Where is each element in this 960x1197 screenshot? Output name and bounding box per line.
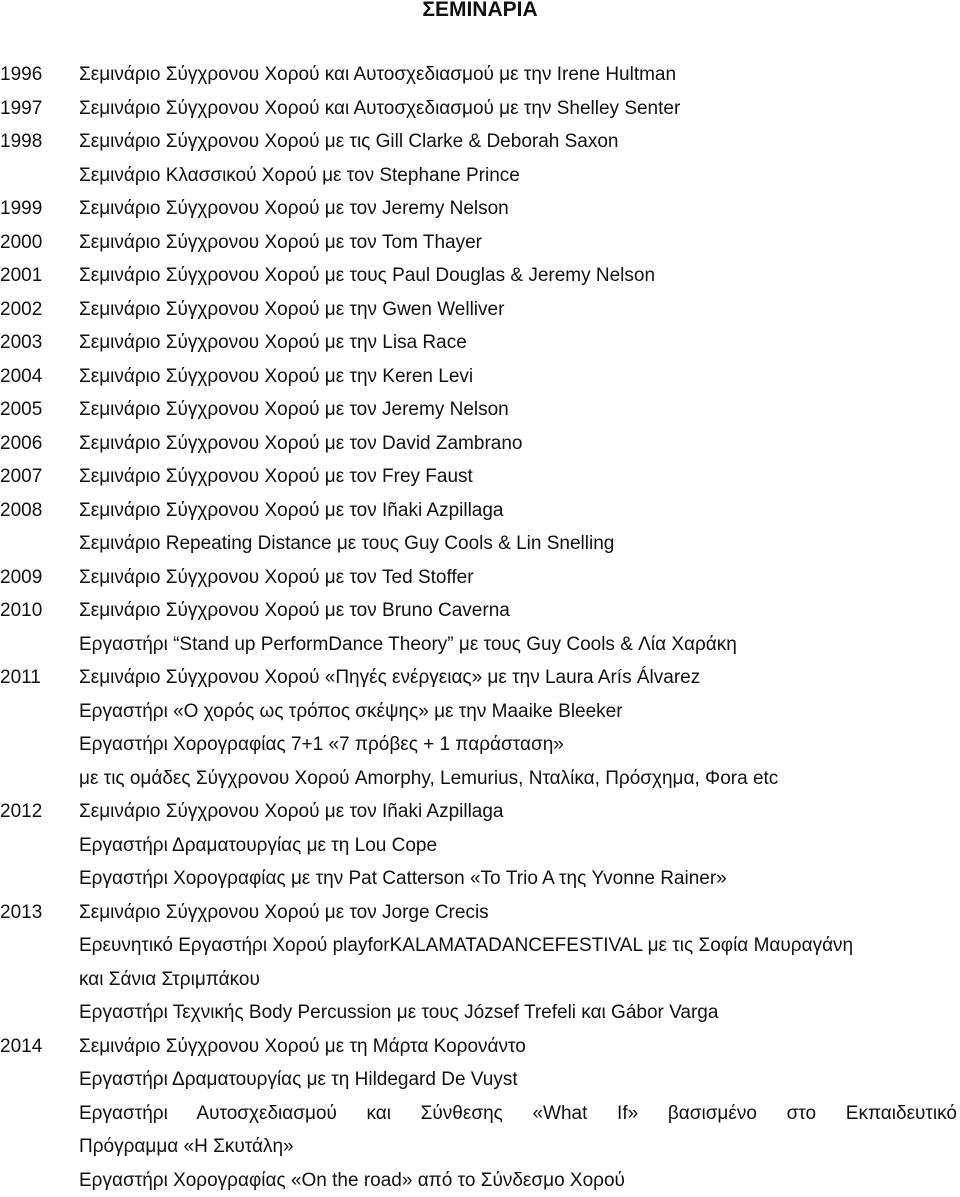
list-item [0, 963, 960, 997]
list-item [0, 929, 960, 963]
seminar-text: Σεμινάριο Σύγχρονου Χορού με τον Jeremy Nelson [79, 192, 509, 226]
year-label: 2004 [0, 360, 42, 394]
seminar-text: Πρόγραμμα «Η Σκυτάλη» [79, 1130, 294, 1164]
seminar-text: Εργαστήρι “Stand up PerformDance Theory” με τους Guy Cools & Λία Χαράκη [79, 628, 737, 662]
seminar-text: Σεμινάριο Σύγχρονου Χορού με τον Jeremy Nelson [79, 393, 509, 427]
list-item [0, 192, 960, 226]
seminar-text: Σεμινάριο Σύγχρονου Χορού με τον David Zambrano [79, 427, 522, 461]
year-label: 2003 [0, 326, 42, 360]
list-item [0, 762, 960, 796]
list-item [0, 460, 960, 494]
year-label: 2010 [0, 594, 42, 628]
seminar-text: Σεμινάριο Σύγχρονου Χορού με τους Paul Douglas & Jeremy Nelson [79, 259, 655, 293]
list-item [0, 92, 960, 126]
year-label: 2009 [0, 561, 42, 595]
year-label: 2013 [0, 896, 42, 930]
seminar-text: Εργαστήρι Τεχνικής Body Percussion με τους József Trefeli και Gábor Varga [79, 996, 718, 1030]
list-item [0, 293, 960, 327]
list-item [0, 1164, 960, 1197]
year-label: 2005 [0, 393, 42, 427]
list-item [0, 829, 960, 863]
seminar-text: Σεμινάριο Σύγχρονου Χορού με την Keren Levi [79, 360, 473, 394]
list-item [0, 896, 960, 930]
list-item [0, 326, 960, 360]
list-item [0, 360, 960, 394]
year-label: 2000 [0, 226, 42, 260]
list-item [0, 159, 960, 193]
year-label: 2008 [0, 494, 42, 528]
year-label: 2011 [0, 661, 41, 695]
seminar-text: Σεμινάριο Σύγχρονου Χορού με τον Iñaki Azpillaga [79, 795, 504, 829]
list-item [0, 259, 960, 293]
list-item [0, 427, 960, 461]
year-label: 1997 [0, 92, 42, 126]
seminar-text: Σεμινάριο Σύγχρονου Χορού «Πηγές ενέργειας» με την Laura Arís Álvarez [79, 661, 700, 695]
list-item [0, 1030, 960, 1064]
list-item [0, 226, 960, 260]
list-item [0, 594, 960, 628]
list-item [0, 494, 960, 528]
seminar-text: Ερευνητικό Εργαστήρι Χορού playforKALAMATADANCEFESTIVAL με τις Σοφία Μαυραγάνη [79, 929, 853, 963]
seminar-text: Σεμινάριο Σύγχρονου Χορού με την Gwen Welliver [79, 293, 504, 327]
year-label: 2012 [0, 795, 42, 829]
year-label: 1998 [0, 125, 42, 159]
seminar-text: Εργαστήρι Δραματουργίας με τη Lou Cope [79, 829, 437, 863]
list-item [0, 58, 960, 92]
seminar-text: Εργαστήρι Αυτοσχεδιασμού και Σύνθεσης «What If» βασισμένο στο Εκπαιδευτικό [79, 1097, 957, 1131]
list-item [0, 661, 960, 695]
list-item [0, 125, 960, 159]
seminar-text: Σεμινάριο Σύγχρονου Χορού με τις Gill Clarke & Deborah Saxon [79, 125, 619, 159]
year-label: 2001 [0, 259, 42, 293]
year-label: 2002 [0, 293, 42, 327]
seminar-text: Σεμινάριο Σύγχρονου Χορού με τη Μάρτα Κορονάντο [79, 1030, 526, 1064]
year-label: 1996 [0, 58, 42, 92]
list-item [0, 728, 960, 762]
seminar-list [0, 58, 960, 1197]
list-item [0, 1130, 960, 1164]
page-title: ΣΕΜΙΝΑΡΙΑ [0, 0, 960, 23]
list-item [0, 628, 960, 662]
year-label: 1999 [0, 192, 42, 226]
list-item [0, 996, 960, 1030]
seminar-text: Σεμινάριο Σύγχρονου Χορού με τον Ted Stoffer [79, 561, 474, 595]
list-item [0, 862, 960, 896]
seminar-text: Σεμινάριο Repeating Distance με τους Guy Cools & Lin Snelling [79, 527, 614, 561]
year-label: 2014 [0, 1030, 42, 1064]
seminar-text: και Σάνια Στριμπάκου [79, 963, 260, 997]
seminar-text: Σεμινάριο Σύγχρονου Χορού με τον Jorge Crecis [79, 896, 489, 930]
seminar-text: Σεμινάριο Σύγχρονου Χορού με τον Iñaki Azpillaga [79, 494, 504, 528]
list-item [0, 393, 960, 427]
seminar-text: Εργαστήρι «Ο χορός ως τρόπος σκέψης» με την Maaike Bleeker [79, 695, 623, 729]
list-item [0, 695, 960, 729]
list-item [0, 1063, 960, 1097]
seminar-text: Σεμινάριο Σύγχρονου Χορού και Αυτοσχεδιασμού με την Shelley Senter [79, 92, 680, 126]
list-item [0, 561, 960, 595]
seminar-text: Εργαστήρι Χορογραφίας «On the road» από το Σύνδεσμο Χορού [79, 1164, 625, 1197]
seminar-text: με τις ομάδες Σύγχρονου Χορού Amorphy, Lemurius, Νταλίκα, Πρόσχημα, Φora etc [79, 762, 778, 796]
year-label: 2007 [0, 460, 42, 494]
seminar-text: Σεμινάριο Σύγχρονου Χορού με την Lisa Race [79, 326, 467, 360]
seminar-text: Σεμινάριο Σύγχρονου Χορού με τον Tom Thayer [79, 226, 482, 260]
list-item [0, 795, 960, 829]
seminar-text: Σεμινάριο Σύγχρονου Χορού και Αυτοσχεδιασμού με την Irene Hultman [79, 58, 676, 92]
year-label: 2006 [0, 427, 42, 461]
list-item [0, 527, 960, 561]
seminar-text: Σεμινάριο Σύγχρονου Χορού με τον Frey Faust [79, 460, 473, 494]
seminar-text: Σεμινάριο Σύγχρονου Χορού με τον Bruno Caverna [79, 594, 510, 628]
seminar-text: Εργαστήρι Δραματουργίας με τη Hildegard De Vuyst [79, 1063, 518, 1097]
list-item [0, 1097, 960, 1131]
seminar-text: Εργαστήρι Χορογραφίας 7+1 «7 πρόβες + 1 παράσταση» [79, 728, 564, 762]
seminar-text: Σεμινάριο Κλασσικού Χορού με τον Stephane Prince [79, 159, 520, 193]
seminar-text: Εργαστήρι Χορογραφίας με την Pat Catterson «Το Trio A της Yvonne Rainer» [79, 862, 727, 896]
